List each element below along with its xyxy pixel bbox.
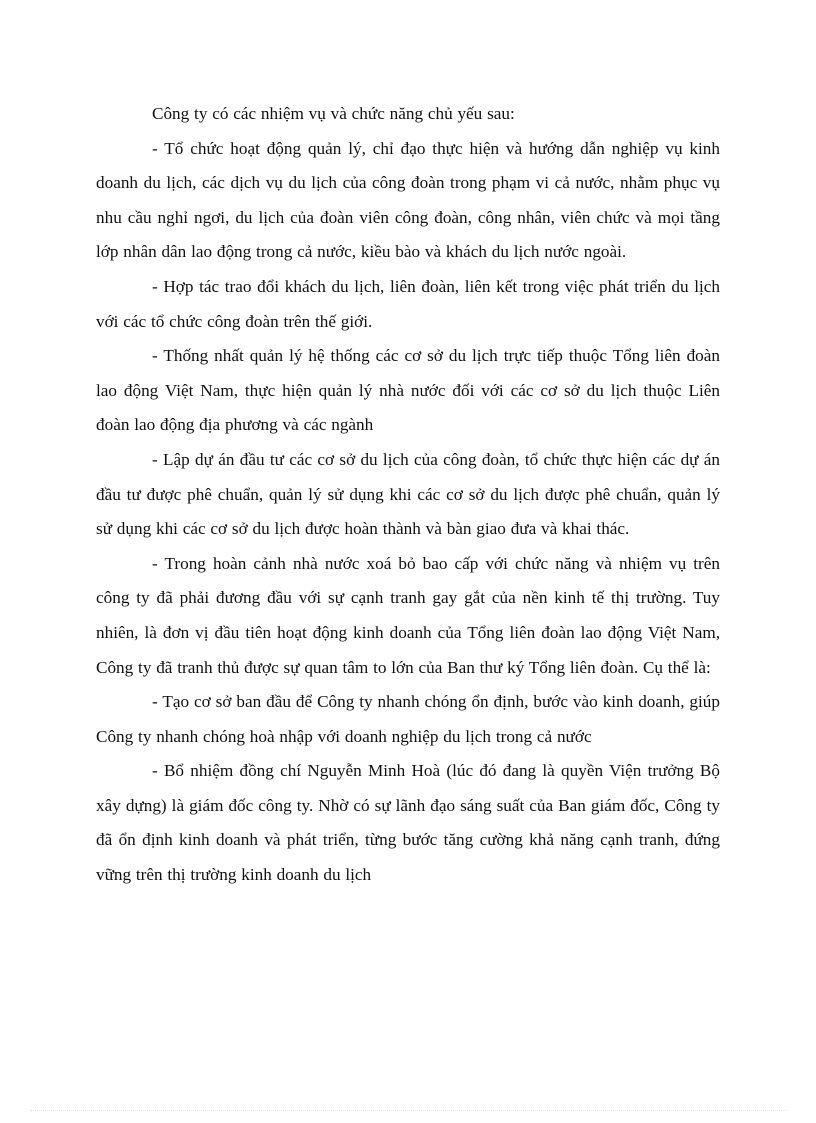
paragraph-support-foundation: - Tạo cơ sở ban đầu để Công ty nhanh chóng ổn định, bước vào kinh doanh, giúp Công ty nhanh chóng hoà nhập với doanh nghiệp du lịch trong cả nước <box>96 692 720 746</box>
paragraph-duty-unified-management: - Thống nhất quản lý hệ thống các cơ sở du lịch trực tiếp thuộc Tổng liên đoàn lao động Việt Nam, thực hiện quản lý nhà nước đối với các cơ sở du lịch thuộc Liên đoàn lao động địa phương và các ngành <box>96 346 720 435</box>
document-body <box>96 97 720 893</box>
page-bottom-divider <box>30 1110 786 1111</box>
paragraph-duty-management: - Tổ chức hoạt động quản lý, chỉ đạo thực hiện và hướng dẫn nghiệp vụ kinh doanh du lịch, các dịch vụ du lịch của công đoàn trong phạm vi cả nước, nhằm phục vụ nhu cầu nghỉ ngơi, du lịch của đoàn viên công đoàn, công nhân, viên chức và mọi tầng lớp nhân dân lao động trong cả nước, kiều bào và khách du lịch nước ngoài. <box>96 138 720 262</box>
paragraph-support-appointment: - Bổ nhiệm đồng chí Nguyễn Minh Hoà (lúc đó đang là quyền Viện trưởng Bộ xây dựng) là giám đốc công ty. Nhờ có sự lãnh đạo sáng suất của Ban giám đốc, Công ty đã ổn định kinh doanh và phát triển, từng bước tăng cường khả năng cạnh tranh, đứng vững trên thị trường kinh doanh du lịch <box>96 761 720 885</box>
paragraph-duty-investment: - Lập dự án đầu tư các cơ sở du lịch của công đoàn, tổ chức thực hiện các dự án đầu tư được phê chuẩn, quản lý sử dụng khi các cơ sở du lịch được phê chuẩn, quản lý sử dụng khi các cơ sở du lịch được hoàn thành và bàn giao đưa và khai thác. <box>96 449 720 539</box>
paragraph-context: - Trong hoàn cảnh nhà nước xoá bỏ bao cấp với chức năng và nhiệm vụ trên công ty đã phải đương đầu với sự cạnh tranh gay gắt của nền kinh tế thị trường. Tuy nhiên, là đơn vị đầu tiên hoạt động kinh doanh của Tổng liên đoàn lao động Việt Nam, Công ty đã tranh thủ được sự quan tâm to lớn của Ban thư ký Tổng liên đoàn. Cụ thể là: <box>96 553 720 677</box>
intro-paragraph: Công ty có các nhiệm vụ và chức năng chủ yếu sau: <box>152 104 515 123</box>
paragraph-duty-cooperation: - Hợp tác trao đổi khách du lịch, liên đoàn, liên kết trong việc phát triển du lịch với các tổ chức công đoàn trên thế giới. <box>96 276 720 331</box>
